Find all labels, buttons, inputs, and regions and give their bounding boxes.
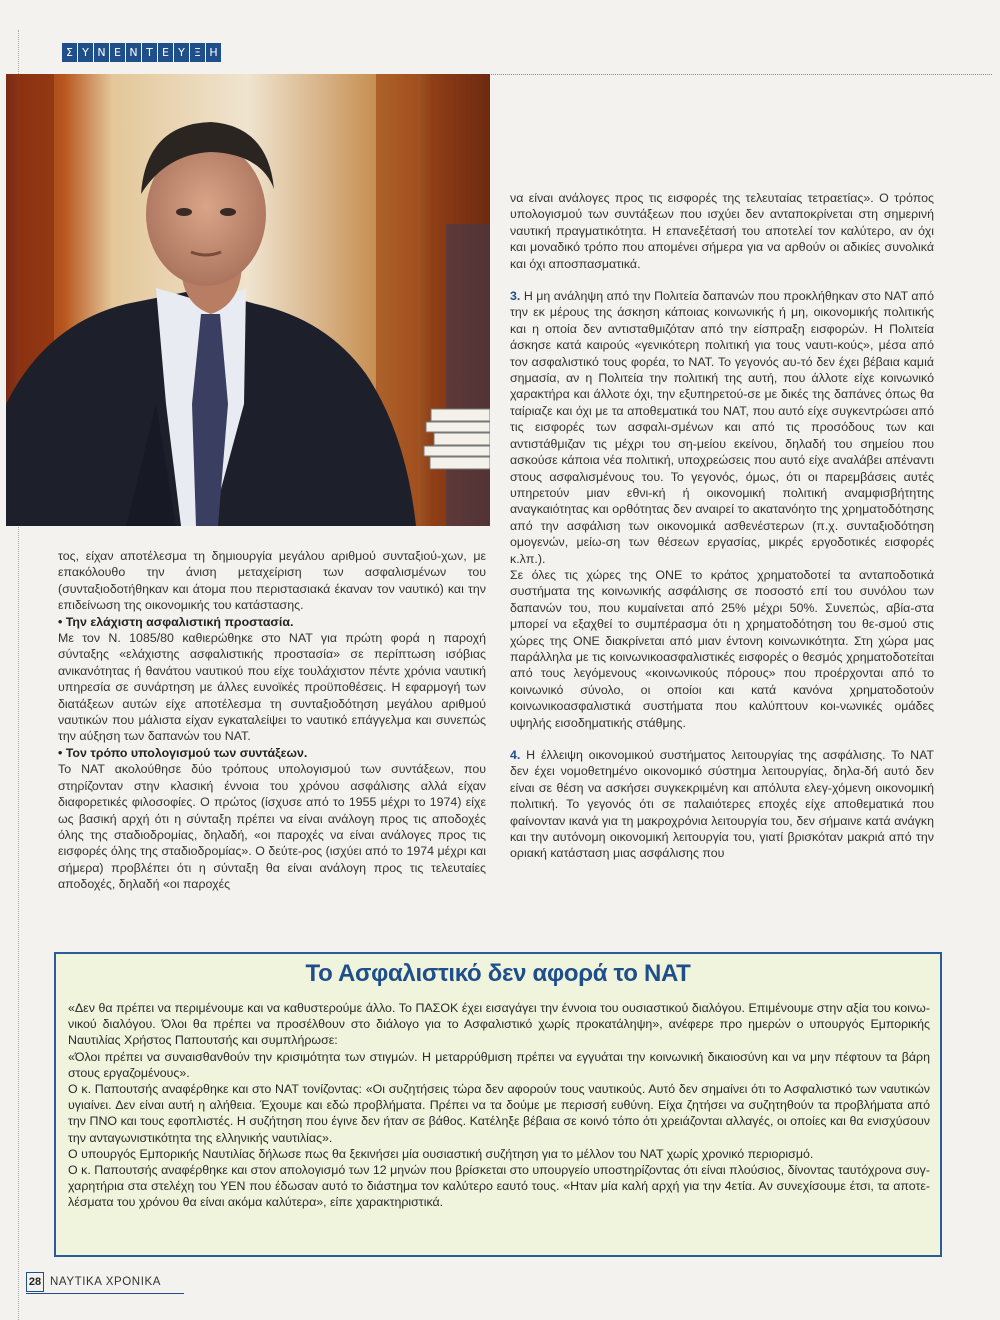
box-paragraph-5: Ο κ. Παπουτσής αναφέρθηκε και στον απολογισμό των 12 μηνών που βρίσκεται στο υπουργείο υποστηρίζοντας ότι είναι πλούσιος, δίνοντας ταυτόχρονα συγ-χαρητήρια στα στελέχη του ΥΕΝ που έδωσαν αυτό το διάστημα τον καλύτερο εαυτό τους. «Ηταν μία καλή αρχή για την 4ετία. Αν συνεχίσουμε έτσι, τα αποτε-λέσματα του χρόνου θα είναι ακόμα καλύτερα», είπε χαρακτηριστικά. [68, 1163, 930, 1210]
left-column [58, 548, 486, 893]
point-4-text: Η έλλειψη οικονομικού συστήματος λειτουργίας της ασφάλισης. Το ΝΑΤ δεν έχει νομοθετημένο οικονομικό σύστημα λειτουργίας, δηλα-δή αυτό δεν είναι σε θέση να ασκήσει συγκεκριμένη και απόλυτα ελεγ-χόμενη οικονομική πολιτική. Το γεγονός ότι σε παλαιότερες εποχές είχε αποθεματικά που φαίνονταν ικανά για τη μακροχρόνια λειτουργία του, δεν σήμαινε κατά ανάγκη και την αυτόνομη οικονομική λειτουργία του, γιατί βρισκόταν μακριά από την οριακή κατάσταση μιας ασφάλισης που [510, 748, 934, 861]
section-letter: Σ [62, 43, 77, 62]
footer-rule [26, 1293, 184, 1294]
sidebar-box [54, 952, 942, 1257]
box-paragraph-2: «Όλοι πρέπει να συναισθανθούν την κρισιμότητα των στιγμών. Η μεταρρύθμιση πρέπει να εγγυάται την κοινωνική δικαιοσύνη και να μην πέφτουν τα βάρη στους εργαζομένους». [68, 1049, 930, 1080]
right-paragraph-4 [510, 747, 934, 862]
point-3-text: Η μη ανάληψη από την Πολιτεία δαπανών που προκλήθηκαν στο ΝΑΤ από την εκ μέρους της άσκηση κάποιας κοινωνικής ή μη, οικονομικής πολιτικής και η οποία δεν αντισταθμιζόταν από την είσπραξη εισφορών. Η Πολιτεία άσκησε κατά καιρούς «γενικότερη πολιτική για τους ναυτι-κούς», μέσα από τον ασφαλιστικό τους φορέα, το ΝΑΤ. Το γεγονός αυ-τό δεν έχει βέβαια καμιά σημασία, αν η Πολιτεία την πολιτική της αυτή, που άλλοτε είχε κοινωνικό χαρακτήρα και άλλοτε όχι, την εξυπηρετού-σε με δικές της δαπάνες όπως θα ταίριαζε και όχι με τα αποθεματικά του ΝΑΤ, που αυτό είχε συγκεντρώσει από τις εισφορές των ασφαλι-σμένων και από τις προσόδους των και αντιστάθμιζαν τις μέχρι του ση-μείου εκείνου, δηλαδή του σημείου που ασκούσε κάποια νέα πολιτική, υποχρεώσεις που αυτό είχε αναλάβει απέναντι στους ασφαλισμένους του. Το γεγονός, όμως, ότι οι παρεμβάσεις αυτές υπηρετούν μιαν εθνι-κή ή οικονομική πολιτική αναμφισβήτητης αναγκαιότητας και ορθότητας δεν αναιρεί το ακατανόητο της χρηματοδότησης από την ασφάλιση των οικονομικά ασθενέστερων (π.χ. συνταξιοδότηση ομογενών, μείω-ση των θέσεων εργασίας, μικρές εργοδοτικές εισφορές κ.λπ.). [510, 289, 934, 566]
left-subheading-1: • Την ελάχιστη ασφαλιστική προστασία. [58, 614, 294, 629]
right-paragraph-3: Σε όλες τις χώρες της ΟΝΕ το κράτος χρηματοδοτεί τα ανταποδοτικά συστήματα της κοινωνικής ασφάλισης σε ποσοστό επί του συνόλου των δαπανών του, που κυμαίνεται από 25% μέχρι 50%. Συνεπώς, αβία-στα μπορεί να εξαχθεί το συμπέρασμα ότι η χρηματοδότηση του θε-σμού στις χώρες της ΟΝΕ διακρίνεται από μιαν έντονη κοινωνικότητα. Στη χώρα μας παράλληλα με τις κοινωνικοασφαλιστικές εισφορές ο θεσμός χρηματοδοτείται από τους λεγόμενους «κοινωνικούς πόρους» που προέρχονται από το κοινωνικό σύνολο, οι οποίοι και κατά κανόνα χρηματοδοτούν κοινωνικοασφαλιστικά συστήματα που καλύπτουν κοι-νωνικές ομάδες υψηλής εισοδηματικής στάθμης. [510, 567, 934, 730]
section-letter: Υ [78, 43, 93, 62]
box-paragraph-3: Ο κ. Παπουτσής αναφέρθηκε και στο ΝΑΤ τονίζοντας: «Οι συζητήσεις τώρα δεν αφορούν τους ναυτικούς. Αυτό δεν σημαίνει ότι το Ασφαλιστικό των ναυτικών υγιαίνει. Δεν είναι αυτή η αλήθεια. Έχουμε και εδώ προβλήματα. Πρέπει να τα δούμε με περισσή ευθύνη. Είχα ζητήσει να συζητηθούν τα προβλήματα από την ΠΝΟ και τους εφοπλιστές. Η συζήτηση που έγινε δεν ήταν σε βάθος. Κατέληξε βέβαια σε κοινό τόπο ότι χρειάζονται αλλαγές, οι οποίες και θα ενισχύσουν την ανταγωνιστικότητα της ελληνικής ναυτιλίας». [68, 1082, 930, 1145]
section-letter: Ε [110, 43, 125, 62]
section-letter: Η [206, 43, 221, 62]
left-subheading-2: • Τον τρόπο υπολογισμού των συντάξεων. [58, 745, 308, 760]
section-letter: Ν [126, 43, 141, 62]
left-paragraph-2: Με τον Ν. 1085/80 καθιερώθηκε στο ΝΑΤ για πρώτη φορά η παροχή σύνταξης «ελάχιστης ασφαλιστικής προστασία» σε περίπτωση ισόβιας ανικανότητας ή θανάτου ναυτικού που είχε τουλάχιστον πέντε χρόνια ναυτική υπηρεσία σε συνάρτηση με άλλες ευνοϊκές προϋποθέσεις. Η εφαρμογή των διατάξεων αυτών είχε αποτέλεσμα τη συνταξιοδότηση μεγάλου αριθμού ναυτικών που μάλιστα είχαν εγκαταλείψει το ναυτικό επάγγελμα και συνεπώς την αύξηση των δαπανών του ΝΑΤ. [58, 631, 486, 744]
box-paragraph-1: «Δεν θα πρέπει να περιμένουμε και να καθυστερούμε άλλο. Το ΠΑΣΟΚ έχει εισαγάγει την έννοια του ουσιαστικού διαλόγου. Επιμένουμε στην αξία του κοινω-νικού διαλόγου. Όλοι θα πρέπει να προσέλθουν στο διάλογο για το Ασφαλιστικό χωρίς προκατάληψη», ανέφερε προ ημερών ο υπουργός Εμπορικής Ναυτιλίας Χρήστος Παπουτσής και συμπλήρωσε: [68, 1001, 930, 1048]
right-column [510, 190, 934, 862]
section-letter: Υ [174, 43, 189, 62]
section-letter: Ξ [190, 43, 205, 62]
box-title: Το Ασφαλιστικό δεν αφορά το ΝΑΤ [305, 960, 691, 987]
section-label-interview [62, 43, 222, 62]
section-letter: Τ [142, 43, 157, 62]
page-number: 28 [26, 1272, 44, 1292]
point-number-4: 4. [510, 748, 521, 762]
magazine-name: ΝΑΥΤΙΚΑ ΧΡΟΝΙΚΑ [50, 1276, 162, 1288]
box-paragraph-4: Ο υπουργός Εμπορικής Ναυτιλίας δήλωσε πως θα ξεκινήσει μία ουσιαστική συζήτηση για το μέλλον του ΝΑΤ χωρίς χρονικό περιορισμό. [68, 1146, 814, 1161]
books-stack [424, 409, 490, 469]
section-letter: Ν [94, 43, 109, 62]
left-paragraph-3: Το ΝΑΤ ακολούθησε δύο τρόπους υπολογισμού των συντάξεων, που στηρίζονταν στην κλασική έννοια του χρόνου ασφάλισης αλλά είχαν διαφορετικές φιλοσοφίες. Ο πρώτος (ίσχυσε από το 1955 μέχρι το 1974) είχε ως βασική αρχή ότι η σύνταξη πρέπει να είναι ανάλογη προς τις αποδοχές όλης της σταδιοδρομίας, δηλαδή, «οι παροχές να είναι ανάλογες προς τις εισφορές όλης της σταδιοδρομίας». Ο δεύτε-ρος (ισχύει από το 1974 μέχρι και σήμερα) προβλέπει ότι η σύνταξη θα είναι ανάλογη προς τις τελευταίες αποδοχές, δηλαδή «οι παροχές [58, 762, 486, 892]
right-paragraph-1: να είναι ανάλογες προς τις εισφορές της τελευταίας τετραετίας». Ο τρόπος υπολογισμού των συντάξεων που ισχύει δεν ανταποκρίνεται στη σημερινή ναυτική πραγματικότητα. Η επανεξέτασή του αποτελεί τον καλύτερο, αν όχι και μοναδικό τρόπο που απομένει σήμερα για να αρθούν οι αδικίες συνολικά και όχι αποσπασματικά. [510, 191, 934, 271]
point-number-3: 3. [510, 289, 521, 304]
portrait-photo [6, 74, 490, 526]
left-paragraph-1: τος, είχαν αποτέλεσμα τη δημιουργία μεγάλου αριθμού συνταξιού-χων, με επακόλουθο την άνιση μεταχείριση των ασφαλισμένων του (συνταξιοδοτήθηκαν και άτομα που περιστασιακά έκαναν τον ναυτικό) και την επιδείνωση της οικονομικής του κατάστασης. [58, 549, 486, 613]
section-letter: Ε [158, 43, 173, 62]
box-body [68, 1000, 930, 1211]
right-paragraph-2 [510, 288, 934, 567]
